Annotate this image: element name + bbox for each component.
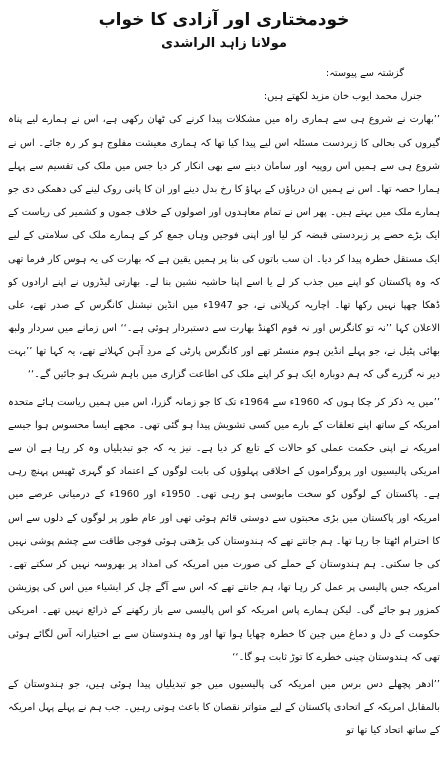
paragraph-1: ’’بھارت نے شروع ہی سے ہماری راہ میں مشکلات پیدا کرنے کی ٹھان رکھی ہے، اس نے ہمارے لیے پناہ گیروں کی بحالی کا زبردست مسئلہ اس لیے پیدا کیا تھا کہ ہماری معیشت مفلوج ہو کر رہ جائے۔ اس نے شروع ہی سے ہمیں اس روپیہ اور سامان دینے سے بھی انکار کر دیا جس میں ملک کی تقسیم سے پہلے ہمارا حصہ تھا۔ اس نے ہمیں ان دریاؤں کے بہاؤ کا رخ بدل دینے اور ان کا پانی روک لینے کی دھمکی دی جو ہمارے ملک میں بہتے ہیں۔ پھر اس نے تمام معاہدوں اور اصولوں کے خلاف جموں و کشمیر کی ریاست کے ایک بڑے حصے پر زبردستی قبضہ کر لیا اور اپنی فوجیں وہاں جمع کر کے ہمارے ملک کی سلامتی کے لیے ایک مستقل خطرہ پیدا کر دیا۔ ان سب باتوں کی بنا پر ہمیں یقین ہے کہ بھارت کی یہ ہوس کار فرما تھی کہ وہ پاکستان کو اپنے میں جذب کر لے یا اسے اپنا حاشیہ نشین بنا لے۔ بھارتی لیڈروں نے اپنے ارادوں کو ڈھکا چھپا نہیں رکھا تھا۔ اچاریہ کرپلانی نے، جو 1947ء میں انڈین نیشنل کانگرس کے صدر تھے، علی الاعلان کہا ’’نہ تو کانگرس اور نہ قوم اکھنڈ بھارت سے دستبردار ہوئی ہے۔‘‘ اس زمانے میں سردار ولبھ بھائی پٹیل نے، جو پہلے انڈین ہوم منسٹر تھے اور کانگرس پارٹی کے مردِ آہن کہلاتے تھے، یہ کہا تھا ’’بہت دیر نہ گزرے گی کہ ہم دوبارہ ایک ہو کر اپنے ملک کی اطاعت گزاری میں باہم شریک ہو جائیں گے۔‘‘	[8, 114, 440, 381]
article-title: خودمختاری اور آزادی کا خواب	[98, 10, 350, 30]
author-byline: مولانا زاہد الراشدی	[161, 36, 287, 51]
paragraph-2: ’’میں یہ ذکر کر چکا ہوں کہ 1960ء سے 1964ء تک کا جو زمانہ گزرا، اس میں ہمیں ریاست ہائے متحدہ امریکہ کے ساتھ اپنے تعلقات کے بارے میں کسی تشویش پیدا ہو گئی تھی۔ مجھے ایسا محسوس ہوا جیسے امریکہ نے اپنی حکمت عملی کو حالات کے تابع کر دیا ہے۔ نیز یہ کہ جو تبدیلیاں وہ کر رہا ہے ان سے امریکی پالیسیوں اور پروگراموں کے اخلاقی پہلوؤں کی بابت لوگوں کے اعتماد کو گہری ٹھیس پہنچ رہی ہے۔ پاکستان کے لوگوں کو سخت مایوسی ہو رہی تھی۔ 1950ء اور 1960ء کے درمیانی عرصے میں امریکہ اور پاکستان میں بڑی محبتوں سے دوستی قائم ہوئی تھی اور عام طور پر لوگوں کے دلوں سے اس کا احترام اٹھتا جا رہا تھا۔ ہم جانتے تھے کہ ہندوستان کی بڑھتی ہوئی فوجی طاقت سے چشم پوشی نہیں کی جا سکتی۔ ہم ہندوستان کے حملے کی صورت میں امریکہ کی امداد پر بھروسہ نہیں کر سکتے تھے۔ امریکہ جس پالیسی پر عمل کر رہا تھا، ہم جانتے تھے کہ اس سے آگے چل کر ایشیاء میں اس کی پوزیشن کمزور ہو جائے گی۔ لیکن ہمارے پاس امریکہ کو اس پالیسی سے باز رکھنے کے ذرائع نہیں تھے۔ امریکی حکومت کے دل و دماغ میں چین کا خطرہ چھایا ہوا تھا اور وہ ہندوستان سے بے اختیارانہ آس لگائے ہوئی تھی کہ ہندوستان چینی خطرے کا توڑ ثابت ہو گا۔‘‘	[8, 396, 440, 663]
article-body	[8, 62, 440, 742]
lead-line: جنرل محمد ایوب خان مزید لکھتے ہیں:	[263, 91, 422, 103]
paragraph-3: ’’ادھر پچھلے دس برس میں امریکہ کی پالیسیوں میں جو تبدیلیاں پیدا ہوئی ہیں، جو ہندوستان کے بالمقابل امریکہ کے اتحادی پاکستان کے لیے متواتر نقصان کا باعث ہوتی رہیں۔ جب ہم نے پہلے پہل امریکہ کے ساتھ اتحاد کیا تھا تو	[8, 678, 440, 737]
continuation-note: گزشتہ سے پیوستہ:	[325, 68, 404, 79]
